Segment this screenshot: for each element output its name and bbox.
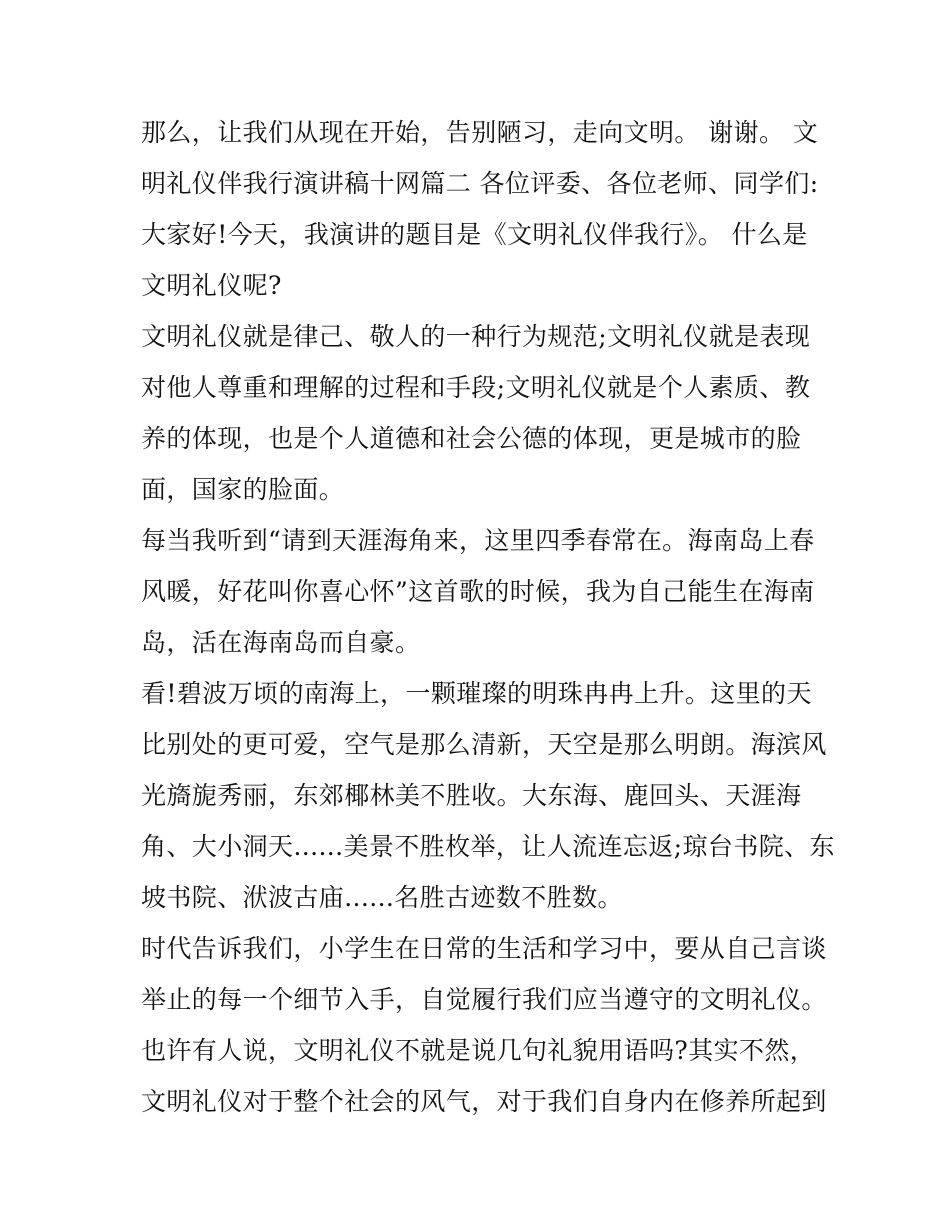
text-line: 大家好!今天，我演讲的题目是《文明礼仪伴我行》。 什么是 <box>141 220 808 249</box>
text-line: 明礼仪伴我行演讲稿十网篇二 各位评委、各位老师、同学们: <box>141 169 819 198</box>
text-line: 文明礼仪就是律己、敬人的一种行为规范;文明礼仪就是表现 <box>141 322 811 351</box>
text-line: 那么，让我们从现在开始，告别陋习，走向文明。 谢谢。 文 <box>141 118 819 147</box>
text-line: 每当我听到“请到天涯海角来，这里四季春常在。海南岛上春 <box>141 526 815 555</box>
text-line: 角、大小洞天......美景不胜枚举，让人流连忘返;琼台书院、东 <box>141 832 835 861</box>
text-line: 对他人尊重和理解的过程和手段;文明礼仪就是个人素质、教 <box>141 373 811 402</box>
text-line: 风暖，好花叫你喜心怀”这首歌的时候，我为自己能生在海南 <box>141 577 815 606</box>
text-line: 时代告诉我们，小学生在日常的生活和学习中，要从自己言谈 <box>141 934 827 963</box>
text-line: 也许有人说，文明礼仪不就是说几句礼貌用语吗?其实不然， <box>141 1036 816 1065</box>
text-line: 面，国家的脸面。 <box>141 475 345 504</box>
text-line: 看!碧波万顷的南海上，一颗璀璨的明珠冉冉上升。这里的天 <box>141 679 812 708</box>
text-line: 举止的每一个细节入手，自觉履行我们应当遵守的文明礼仪。 <box>141 985 827 1014</box>
text-line: 岛，活在海南岛而自豪。 <box>141 628 421 657</box>
text-line: 光旖旎秀丽，东郊椰林美不胜收。大东海、鹿回头、天涯海 <box>141 781 802 810</box>
text-line: 文明礼仪呢? <box>141 271 282 300</box>
document-body <box>141 107 835 1127</box>
text-line: 养的体现，也是个人道德和社会公德的体现，更是城市的脸 <box>141 424 802 453</box>
text-line: 比别处的更可爱，空气是那么清新，天空是那么明朗。海滨风 <box>141 730 827 759</box>
text-line: 坡书院、洑波古庙......名胜古迹数不胜数。 <box>141 883 623 912</box>
text-line: 文明礼仪对于整个社会的风气，对于我们自身内在修养所起到 <box>141 1087 827 1116</box>
